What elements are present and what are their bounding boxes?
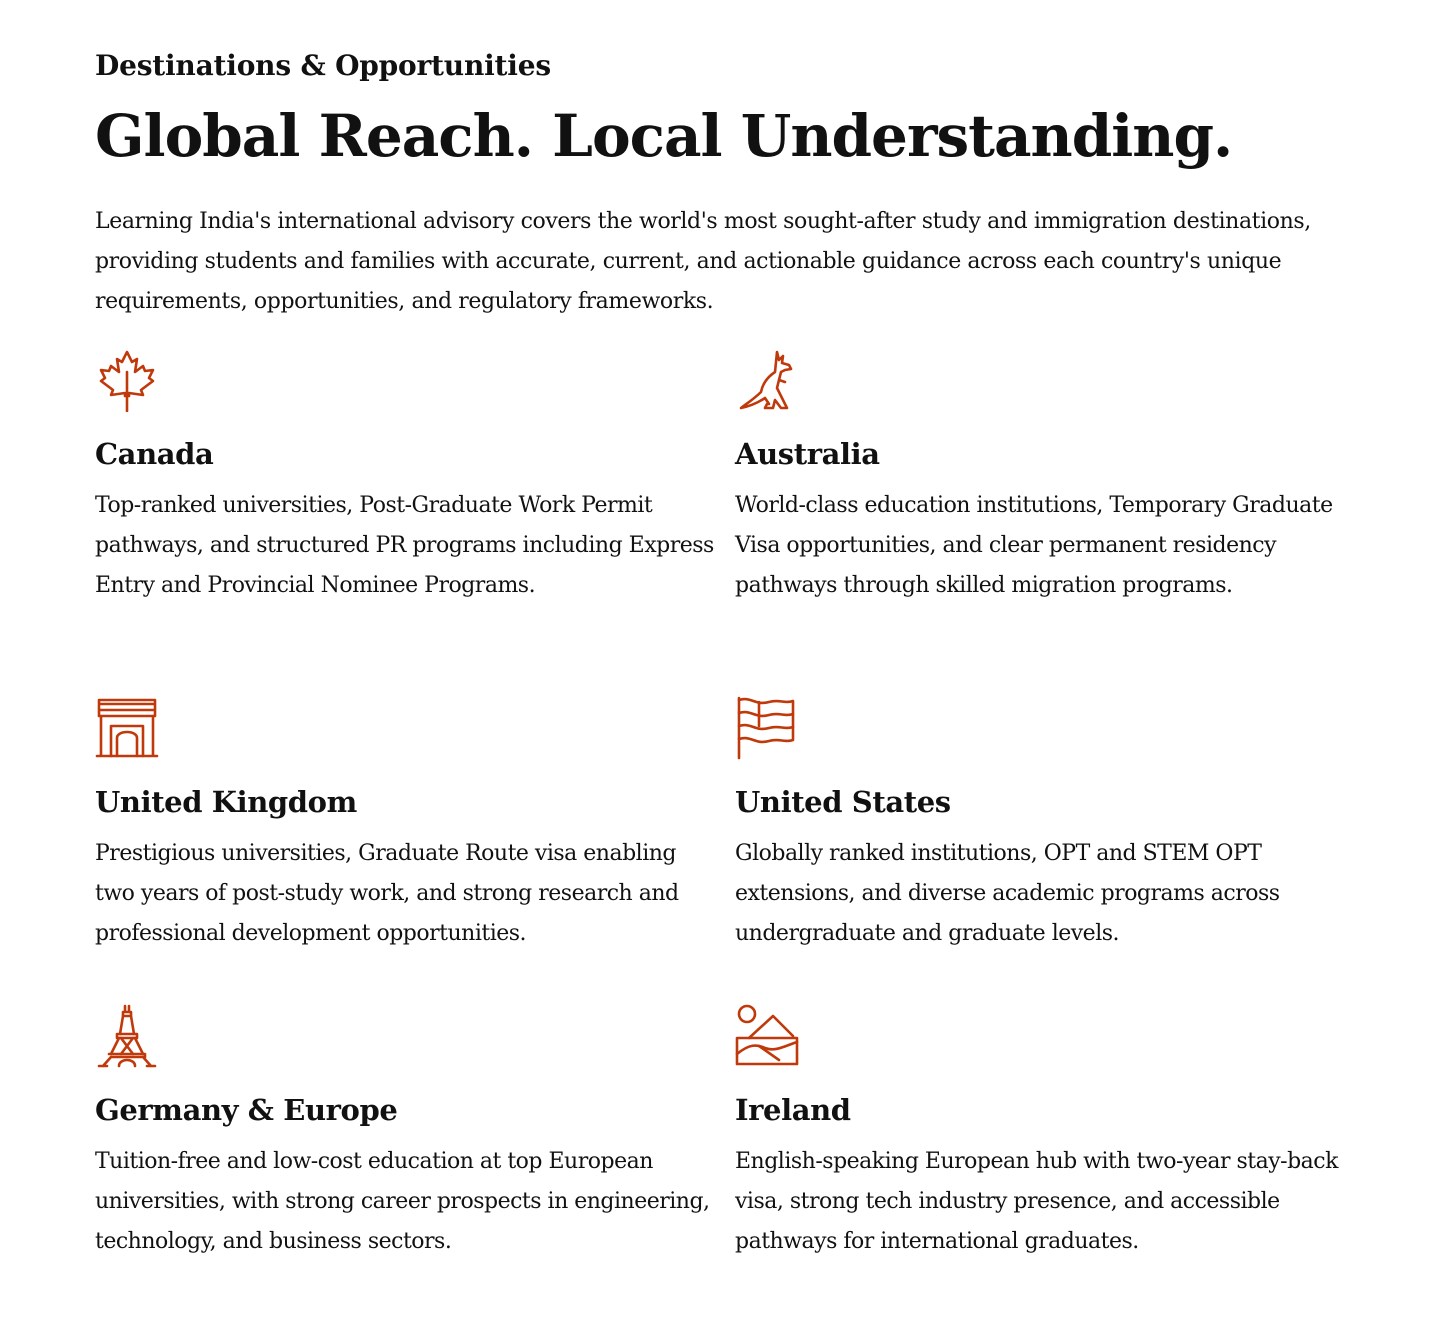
destination-title: United States bbox=[735, 785, 951, 819]
eiffel-tower-icon bbox=[95, 1004, 159, 1068]
hills-sun-icon bbox=[735, 1004, 799, 1068]
destination-card-australia bbox=[735, 348, 1355, 606]
destination-card-united-kingdom bbox=[95, 696, 715, 954]
destination-description: Tuition-free and low-cost education at top European universities, with strong career prospects in engineering, technology, and business sectors. bbox=[95, 1149, 710, 1254]
destination-card-ireland bbox=[735, 1004, 1355, 1262]
kangaroo-icon bbox=[735, 348, 799, 412]
destination-card-germany-europe bbox=[95, 1004, 715, 1262]
destination-description: English-speaking European hub with two-year stay-back visa, strong tech industry presence, and accessible pathways for international graduates. bbox=[735, 1149, 1338, 1254]
section-title: Global Reach. Local Understanding. bbox=[95, 102, 1233, 170]
section-intro: Learning India's international advisory covers the world's most sought-after study and immigration destinations, providing students and families with accurate, current, and actionable guidance across each country's unique requirements, opportunities, and regulatory frameworks. bbox=[95, 209, 1311, 314]
destination-description: Globally ranked institutions, OPT and STEM OPT extensions, and diverse academic programs across undergraduate and graduate levels. bbox=[735, 841, 1280, 946]
section-eyebrow: Destinations & Opportunities bbox=[95, 49, 551, 82]
maple-leaf-icon bbox=[95, 348, 159, 412]
destination-title: Australia bbox=[735, 437, 880, 471]
flag-icon bbox=[735, 696, 799, 760]
destination-description: Top-ranked universities, Post-Graduate Work Permit pathways, and structured PR programs including Express Entry and Provincial Nominee Programs. bbox=[95, 493, 714, 598]
destination-description: World-class education institutions, Temporary Graduate Visa opportunities, and clear permanent residency pathways through skilled migration programs. bbox=[735, 493, 1333, 598]
destination-title: Canada bbox=[95, 437, 214, 471]
destination-title: Germany & Europe bbox=[95, 1093, 398, 1127]
destination-card-canada bbox=[95, 348, 715, 606]
destination-title: United Kingdom bbox=[95, 785, 357, 819]
destination-title: Ireland bbox=[735, 1093, 851, 1127]
arch-monument-icon bbox=[95, 696, 159, 760]
destination-description: Prestigious universities, Graduate Route visa enabling two years of post-study work, and strong research and professional development opportunities. bbox=[95, 841, 679, 946]
destination-card-united-states bbox=[735, 696, 1355, 954]
